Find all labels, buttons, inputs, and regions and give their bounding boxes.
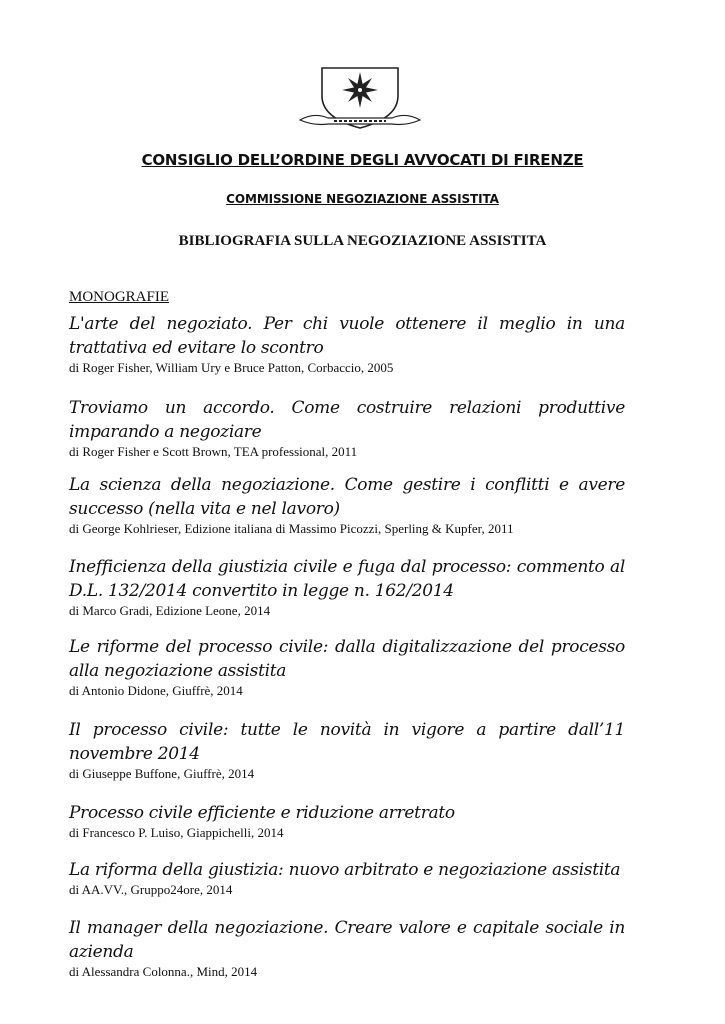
entry-title: L'arte del negoziato. Per chi vuole ottenere il meglio in una trattativa ed evitare lo scontro	[69, 314, 625, 358]
entry-author: di Marco Gradi, Edizione Leone, 2014	[69, 603, 271, 618]
bibliography-entry	[69, 312, 625, 376]
entry-title: La scienza della negoziazione. Come gestire i conflitti e avere successo (nella vita e nel lavoro)	[69, 475, 625, 519]
bibliography-entry	[69, 473, 625, 537]
entry-author: di Antonio Didone, Giuffrè, 2014	[69, 683, 243, 698]
entry-author: di Giuseppe Buffone, Giuffrè, 2014	[69, 766, 255, 781]
entry-title: Il manager della negoziazione. Creare valore e capitale sociale in azienda	[69, 918, 625, 962]
entry-author: di George Kohlrieser, Edizione italiana di Massimo Picozzi, Sperling & Kupfer, 2011	[69, 521, 514, 536]
organization-heading: CONSIGLIO DELL’ORDINE DEGLI AVVOCATI DI FIRENZE	[141, 151, 584, 169]
section-heading: MONOGRAFIE	[69, 289, 170, 305]
entry-author: di Roger Fisher e Scott Brown, TEA professional, 2011	[69, 444, 358, 459]
entry-title: Il processo civile: tutte le novità in vigore a partire dall’11 novembre 2014	[69, 720, 625, 764]
bibliography-entry	[69, 396, 625, 460]
bibliography-entry	[69, 916, 625, 980]
bibliography-entry	[69, 555, 625, 619]
document-title: BIBLIOGRAFIA SULLA NEGOZIAZIONE ASSISTITA	[178, 233, 547, 249]
bibliography-entry	[69, 635, 625, 699]
entry-title: Troviamo un accordo. Come costruire relazioni produttive imparando a negoziare	[69, 398, 625, 442]
entry-author: di AA.VV., Gruppo24ore, 2014	[69, 882, 233, 897]
commission-heading: COMMISSIONE NEGOZIAZIONE ASSISTITA	[226, 192, 499, 206]
entry-title: Inefficienza della giustizia civile e fuga dal processo: commento al D.L. 132/2014 convertito in legge n. 162/2014	[69, 557, 625, 601]
bar-association-seal-icon	[294, 62, 426, 134]
entry-author: di Alessandra Colonna., Mind, 2014	[69, 964, 258, 979]
bibliography-entry	[69, 801, 625, 841]
entry-title: La riforma della giustizia: nuovo arbitrato e negoziazione assistita	[69, 860, 621, 880]
bibliography-entry	[69, 858, 625, 898]
entry-title: Processo civile efficiente e riduzione arretrato	[69, 803, 455, 823]
entry-author: di Roger Fisher, William Ury e Bruce Patton, Corbaccio, 2005	[69, 360, 394, 375]
bibliography-entry	[69, 718, 625, 782]
entry-author: di Francesco P. Luiso, Giappichelli, 2014	[69, 825, 284, 840]
entry-title: Le riforme del processo civile: dalla digitalizzazione del processo alla negoziazione assistita	[69, 637, 625, 681]
